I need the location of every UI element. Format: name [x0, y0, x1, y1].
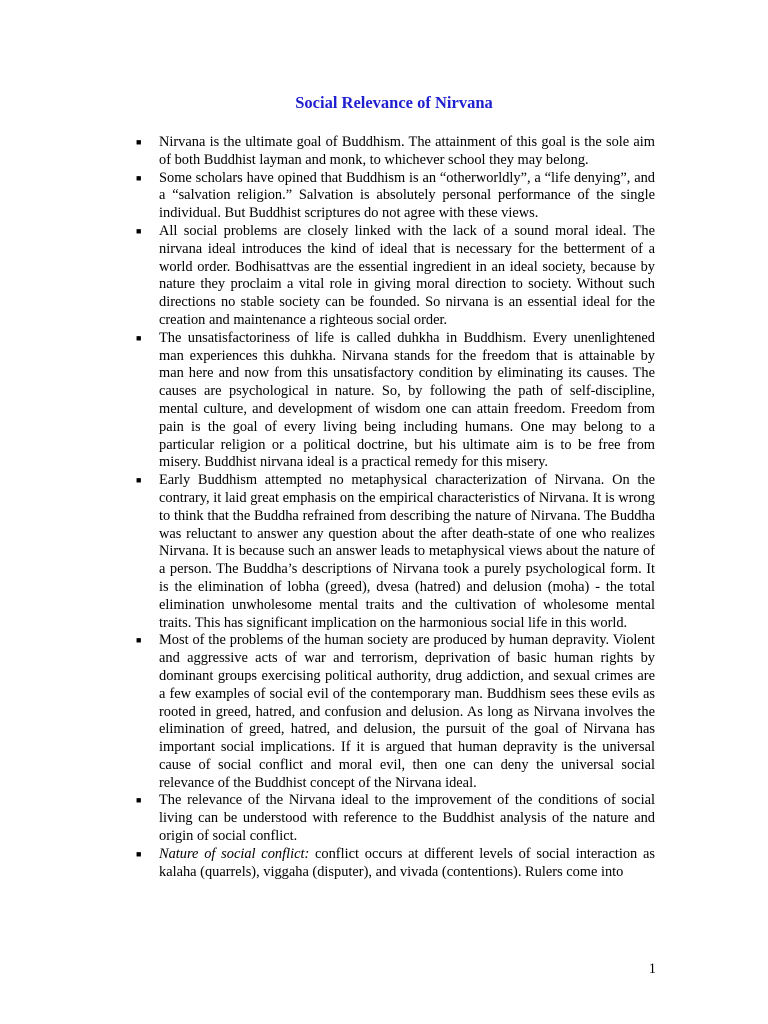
bullet-square-icon: ■: [136, 332, 142, 343]
bullet-lead: Nature of social conflict:: [159, 845, 310, 862]
bullet-text: The unsatisfactoriness of life is called duhkha in Buddhism. Every unenlightened man experiences this duhkha. Nirvana stands for the freedom that is attainable by man here and now from this unsatisfactory condition by eliminating its causes. The causes are psychological in nature. So, by following the path of self-discipline, mental culture, and development of wisdom one can attain freedom. Freedom from pain is the goal of every living being including humans. One may belong to a particular religion or a political doctrine, but his ultimate aim is to be free from misery. Buddhist nirvana ideal is a practical remedy for this misery.: [159, 329, 655, 471]
page-number: 1: [648, 961, 656, 977]
list-item: [136, 329, 655, 472]
bullet-square-icon: ■: [136, 225, 142, 236]
bullet-list: [136, 134, 655, 881]
bullet-square-icon: ■: [136, 172, 142, 183]
list-item: [136, 632, 655, 792]
bullet-square-icon: ■: [136, 795, 142, 806]
list-item: [136, 169, 655, 223]
list-item: [136, 845, 655, 882]
list-item: [136, 222, 655, 330]
bullet-text: The relevance of the Nirvana ideal to the improvement of the conditions of social living can be understood with reference to the Buddhist analysis of the nature and origin of social conflict.: [159, 792, 655, 845]
bullet-square-icon: ■: [136, 475, 142, 486]
bullet-text: Nirvana is the ultimate goal of Buddhism. The attainment of this goal is the sole aim of both Buddhist layman and monk, to whichever school they may belong.: [159, 134, 655, 168]
bullet-text: Most of the problems of the human society are produced by human depravity. Violent and aggressive acts of war and terrorism, deprivation of basic human rights by dominant groups exercising political authority, drug addiction, and sexual crimes are a few examples of social evil of the contemporary man. Buddhism sees these evils as rooted in greed, hatred, and confusion and delusion. As long as Nirvana involves the elimination of greed, hatred, and delusion, the pursuit of the goal of Nirvana has important social implications. If it is argued that human depravity is the universal cause of social conflict and moral evil, then one can deny the universal social relevance of the Buddhist concept of the Nirvana ideal.: [159, 632, 655, 791]
bullet-square-icon: ■: [136, 137, 142, 147]
list-item: [136, 472, 655, 632]
bullet-square-icon: ■: [136, 635, 142, 646]
bullet-text: All social problems are closely linked with the lack of a sound moral ideal. The nirvana ideal introduces the kind of ideal that is necessary for the betterment of a world order. Bodhisattvas are the essential ingredient in an ideal society, because by nature they proclaim a vital role in giving moral direction to society. Without such directions no stable society can be founded. So nirvana is an essential ideal for the creation and maintenance a righteous social order.: [159, 222, 655, 328]
bullet-square-icon: ■: [136, 848, 142, 859]
page-title: Social Relevance of Nirvana: [295, 93, 493, 112]
list-item: [136, 792, 655, 845]
bullet-text: Some scholars have opined that Buddhism is an “otherworldly”, a “life denying”, and a “salvation religion.” Salvation is absolutely personal performance of the single individual. But Buddhist scriptures do not agree with these views.: [159, 169, 655, 222]
bullet-text: conflict occurs at different levels of social interaction as kalaha (quarrels), viggaha (disputer), and vivada (contentions). Rulers come into: [159, 845, 655, 880]
bullet-text: Early Buddhism attempted no metaphysical characterization of Nirvana. On the contrary, it laid great emphasis on the empirical characteristics of Nirvana. It is wrong to think that the Buddha refrained from describing the nature of Nirvana. The Buddha was reluctant to answer any question about the after death-state of one who realizes Nirvana. It is because such an answer leads to metaphysical views about the nature of a person. The Buddha’s descriptions of Nirvana took a purely psychological form. It is the elimination of lobha (greed), dvesa (hatred) and delusion (moha) - the total elimination unwholesome mental traits and the cultivation of wholesome mental traits. This has significant implication on the harmonious social life in this world.: [159, 472, 655, 631]
list-item: [136, 134, 655, 170]
